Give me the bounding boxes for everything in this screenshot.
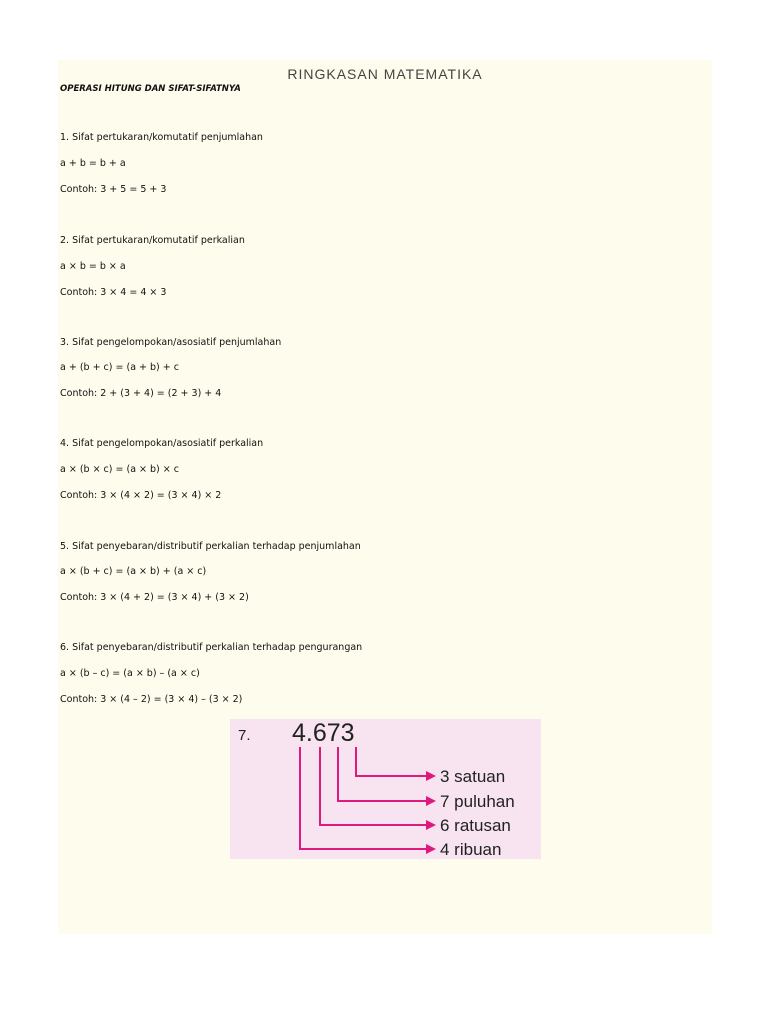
section-4-heading: 4. Sifat pengelompokan/asosiatif perkalian [60, 438, 264, 449]
label-ratusan: 6 ratusan [440, 816, 511, 835]
arrow-puluhan-head [426, 796, 436, 806]
section-3-formula: a + (b + c) = (a + b) + c [60, 362, 179, 373]
section-1-heading: 1. Sifat pertukaran/komutatif penjumlahan [60, 132, 263, 143]
section-6-heading: 6. Sifat penyebaran/distributif perkalian terhadap pengurangan [60, 642, 363, 653]
section-5-formula: a × (b + c) = (a × b) + (a × c) [60, 566, 207, 577]
arrow-ratusan-head [426, 820, 436, 830]
section-5-heading: 5. Sifat penyebaran/distributif perkalian terhadap penjumlahan [60, 541, 361, 552]
page-title: RINGKASAN MATEMATIKA [287, 66, 483, 82]
arrow-ribuan-head [426, 844, 436, 854]
arrow-ribuan [300, 747, 426, 849]
section-5-example: Contoh: 3 × (4 + 2) = (3 × 4) + (3 × 2) [60, 592, 249, 603]
section-6-formula: a × (b – c) = (a × b) – (a × c) [60, 668, 200, 679]
place-value-diagram [230, 719, 541, 859]
section-2-formula: a × b = b × a [60, 261, 126, 272]
figure-number-label: 7. [238, 727, 251, 744]
section-3-heading: 3. Sifat pengelompokan/asosiatif penjumlahan [60, 337, 282, 348]
arrow-satuan [356, 747, 426, 776]
section-4-example: Contoh: 3 × (4 × 2) = (3 × 4) × 2 [60, 490, 222, 501]
place-value-figure [230, 719, 541, 859]
label-ribuan: 4 ribuan [440, 840, 502, 859]
section-4-formula: a × (b × c) = (a × b) × c [60, 464, 179, 475]
section-1-example: Contoh: 3 + 5 = 5 + 3 [60, 184, 167, 195]
arrow-ratusan [320, 747, 426, 825]
section-1-formula: a + b = b + a [60, 158, 126, 169]
section-2-example: Contoh: 3 × 4 = 4 × 3 [60, 287, 167, 298]
section-3-example: Contoh: 2 + (3 + 4) = (2 + 3) + 4 [60, 388, 222, 399]
section-2-heading: 2. Sifat pertukaran/komutatif perkalian [60, 235, 245, 246]
arrow-puluhan [338, 747, 426, 801]
document-page [58, 60, 712, 934]
label-satuan: 3 satuan [440, 767, 506, 786]
section-6-example: Contoh: 3 × (4 – 2) = (3 × 4) – (3 × 2) [60, 694, 243, 705]
arrow-satuan-head [426, 771, 436, 781]
label-puluhan: 7 puluhan [440, 792, 515, 811]
page-subtitle: OPERASI HITUNG DAN SIFAT-SIFATNYA [60, 84, 241, 94]
place-value-arrows [300, 747, 436, 854]
place-value-number: 4.673 [292, 719, 355, 747]
